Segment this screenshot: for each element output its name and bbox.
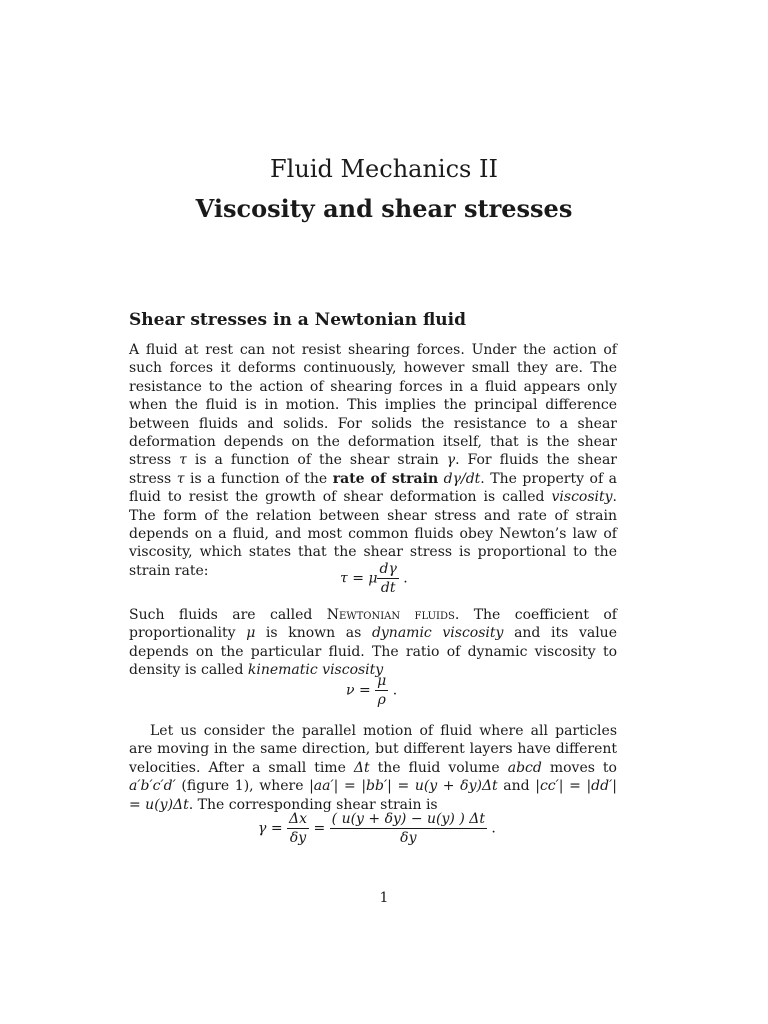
text-run: the fluid volume — [369, 759, 508, 776]
equation-end: . — [388, 682, 398, 699]
math-symbol: a′b′c′d′ — [129, 778, 176, 795]
fraction-numerator: μ — [377, 673, 387, 689]
course-title: Fluid Mechanics II — [270, 155, 498, 183]
fraction-denominator: δy — [289, 830, 307, 846]
equation-newton-law — [340, 560, 408, 597]
text-run: and its value depends on the particular fluid. The ratio of dynamic viscosity to density is called — [129, 625, 617, 679]
text-run: moves to — [541, 759, 617, 776]
fraction-numerator: Δx — [289, 811, 308, 827]
text-run: and — [497, 778, 536, 795]
equation-lhs: γ = — [258, 820, 287, 837]
fraction — [287, 810, 309, 847]
equation-end: . — [398, 570, 408, 587]
math-symbol: Δt — [353, 759, 370, 776]
math-symbol: abcd — [507, 759, 542, 776]
fraction-denominator: ρ — [377, 692, 386, 708]
math-expression: |cc′| = |dd′| = u(y)Δt — [129, 778, 618, 813]
paragraph-intro — [129, 341, 617, 580]
equation-kinematic-viscosity — [346, 672, 397, 709]
page-number: 1 — [379, 890, 389, 906]
fraction-numerator: ( u(y + δy) − u(y) ) Δt — [331, 811, 485, 827]
emphasized-term: kinematic viscosity — [247, 662, 384, 679]
equation-lhs: ν = — [346, 682, 376, 699]
fraction-denominator: dt — [380, 580, 396, 596]
text-run: . The form of the relation between shear stress and rate of strain depends on a fluid, and most common fluids obey Newton’s law of viscosity, which states that the shear stress is proportional to the strain rate: — [129, 489, 617, 579]
equation-lhs: τ = μ — [340, 570, 378, 587]
small-caps-term: Newtonian fluids — [326, 607, 455, 623]
text-run: is known as — [255, 625, 372, 642]
text-run: . The coefficient of proportionality — [129, 607, 617, 642]
math-symbol: μ — [246, 625, 256, 642]
text-run: A fluid at rest can not resist shearing forces. Under the action of such forces it deforms continuously, however small they are. The resistance to the action of shearing forces in a fluid appears only when the fluid is in motion. This implies the principal difference between fluids and solids. For solids the resistance to a shear deformation depends on the deformation itself, that is the shear stress — [129, 342, 617, 469]
equation-shear-strain — [258, 810, 496, 847]
text-run: . The property of a fluid to resist the growth of shear deformation is called — [129, 470, 618, 506]
emphasized-term: dynamic viscosity — [371, 625, 504, 642]
paragraph-newtonian — [129, 606, 617, 680]
text-run: . For fluids the shear stress — [129, 452, 617, 487]
math-symbol: τ — [179, 452, 187, 469]
fraction — [375, 672, 388, 709]
text-run: Let us consider the parallel motion of fluid where all particles are moving in the same direction, but different layers have different velocities. After a small time — [129, 723, 617, 776]
fraction — [330, 810, 487, 847]
section-heading: Shear stresses in a Newtonian fluid — [129, 310, 467, 330]
text-run: . The corresponding shear strain is — [188, 796, 438, 813]
topic-title: Viscosity and shear stresses — [195, 194, 573, 223]
math-expression: |aa′| = |bb′| = u(y + δy)Δt — [309, 778, 498, 795]
equation-end: . — [486, 820, 496, 837]
math-expression: dγ/dt — [443, 470, 481, 487]
math-symbol: γ — [446, 452, 456, 469]
bold-term: rate of strain — [332, 470, 439, 487]
fraction-denominator: δy — [400, 830, 417, 846]
fraction — [377, 560, 398, 597]
fraction-numerator: dγ — [379, 561, 397, 577]
paragraph-parallel-motion — [129, 722, 617, 814]
text-run: is a function of the shear strain — [186, 452, 447, 469]
equals-sign: = — [309, 820, 330, 837]
text-run: Such fluids are called — [129, 607, 327, 623]
emphasized-term: viscosity — [551, 489, 613, 506]
text-run: is a function of the — [184, 470, 333, 487]
text-run: (figure 1), where — [175, 778, 310, 795]
math-symbol: τ — [176, 470, 185, 487]
